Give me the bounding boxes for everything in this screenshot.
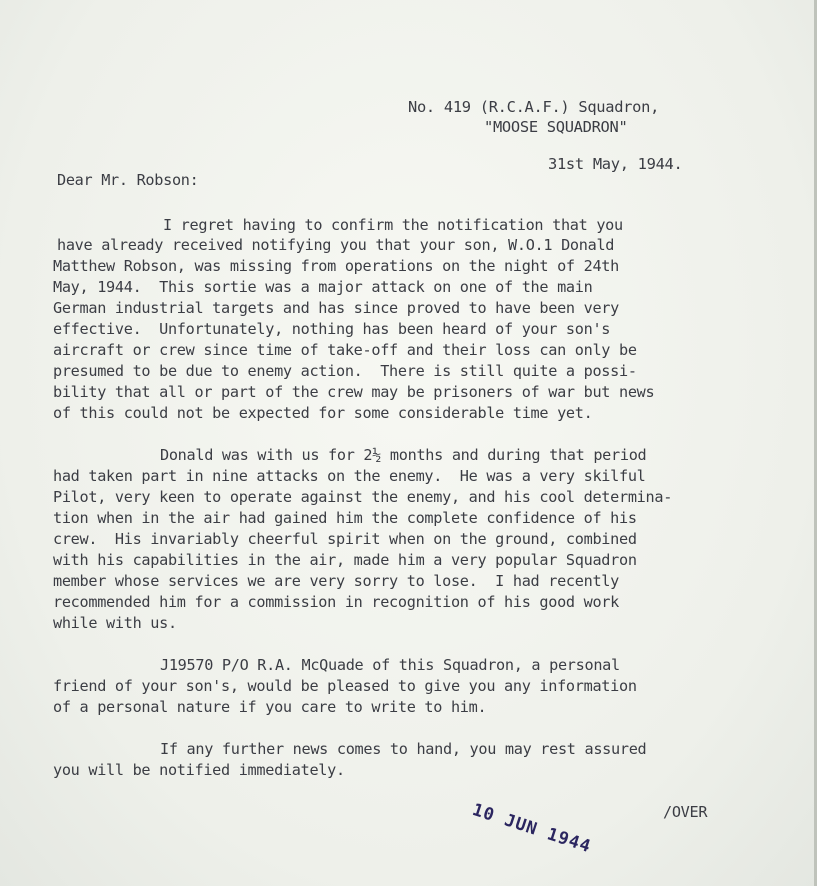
paragraph-line: friend of your son's, would be pleased to give you any information	[53, 677, 637, 695]
paragraph-line: of this could not be expected for some considerable time yet.	[53, 404, 593, 422]
paragraph-line: bility that all or part of the crew may be prisoners of war but news	[53, 383, 655, 401]
paragraph-line: recommended him for a commission in recognition of his good work	[53, 593, 619, 611]
paragraph-line: crew. His invariably cheerful spirit when on the ground, combined	[53, 530, 637, 548]
salutation: Dear Mr. Robson:	[57, 171, 199, 189]
paragraph-line: had taken part in nine attacks on the enemy. He was a very skilful	[53, 467, 646, 485]
over-marker: /OVER	[663, 803, 708, 821]
paragraph-line: J19570 P/O R.A. McQuade of this Squadron, a personal	[160, 656, 620, 674]
paragraph-line: presumed to be due to enemy action. There is still quite a possi-	[53, 362, 637, 380]
squadron-line: No. 419 (R.C.A.F.) Squadron,	[408, 98, 660, 116]
paragraph-line: German industrial targets and has since proved to have been very	[53, 299, 619, 317]
paragraph-line: of a personal nature if you care to write to him.	[53, 698, 487, 716]
paragraph-line: Donald was with us for 2½ months and during that period	[160, 446, 647, 464]
paragraph-line: effective. Unfortunately, nothing has been heard of your son's	[53, 320, 611, 338]
paragraph-line: aircraft or crew since time of take-off and their loss can only be	[53, 341, 637, 359]
paragraph-line: If any further news comes to hand, you may rest assured	[160, 740, 647, 758]
paragraph-line: while with us.	[53, 614, 177, 632]
letter-date: 31st May, 1944.	[548, 155, 683, 173]
paragraph-line: member whose services we are very sorry to lose. I had recently	[53, 572, 619, 590]
paragraph-line: you will be notified immediately.	[53, 761, 345, 779]
squadron-nickname: "MOOSE SQUADRON"	[484, 118, 628, 136]
paragraph-line: Pilot, very keen to operate against the enemy, and his cool determina-	[53, 488, 673, 506]
paragraph-line: Matthew Robson, was missing from operations on the night of 24th	[53, 257, 619, 275]
paragraph-line: have already received notifying you that your son, W.O.1 Donald	[57, 236, 615, 254]
date-received-stamp: 10 JUN 1944	[469, 800, 594, 858]
paragraph-line: May, 1944. This sortie was a major attack on one of the main	[53, 278, 593, 296]
paragraph-line: with his capabilities in the air, made him a very popular Squadron	[53, 551, 637, 569]
paragraph-line: I regret having to confirm the notification that you	[163, 216, 623, 234]
paragraph-line: tion when in the air had gained him the complete confidence of his	[53, 509, 637, 527]
